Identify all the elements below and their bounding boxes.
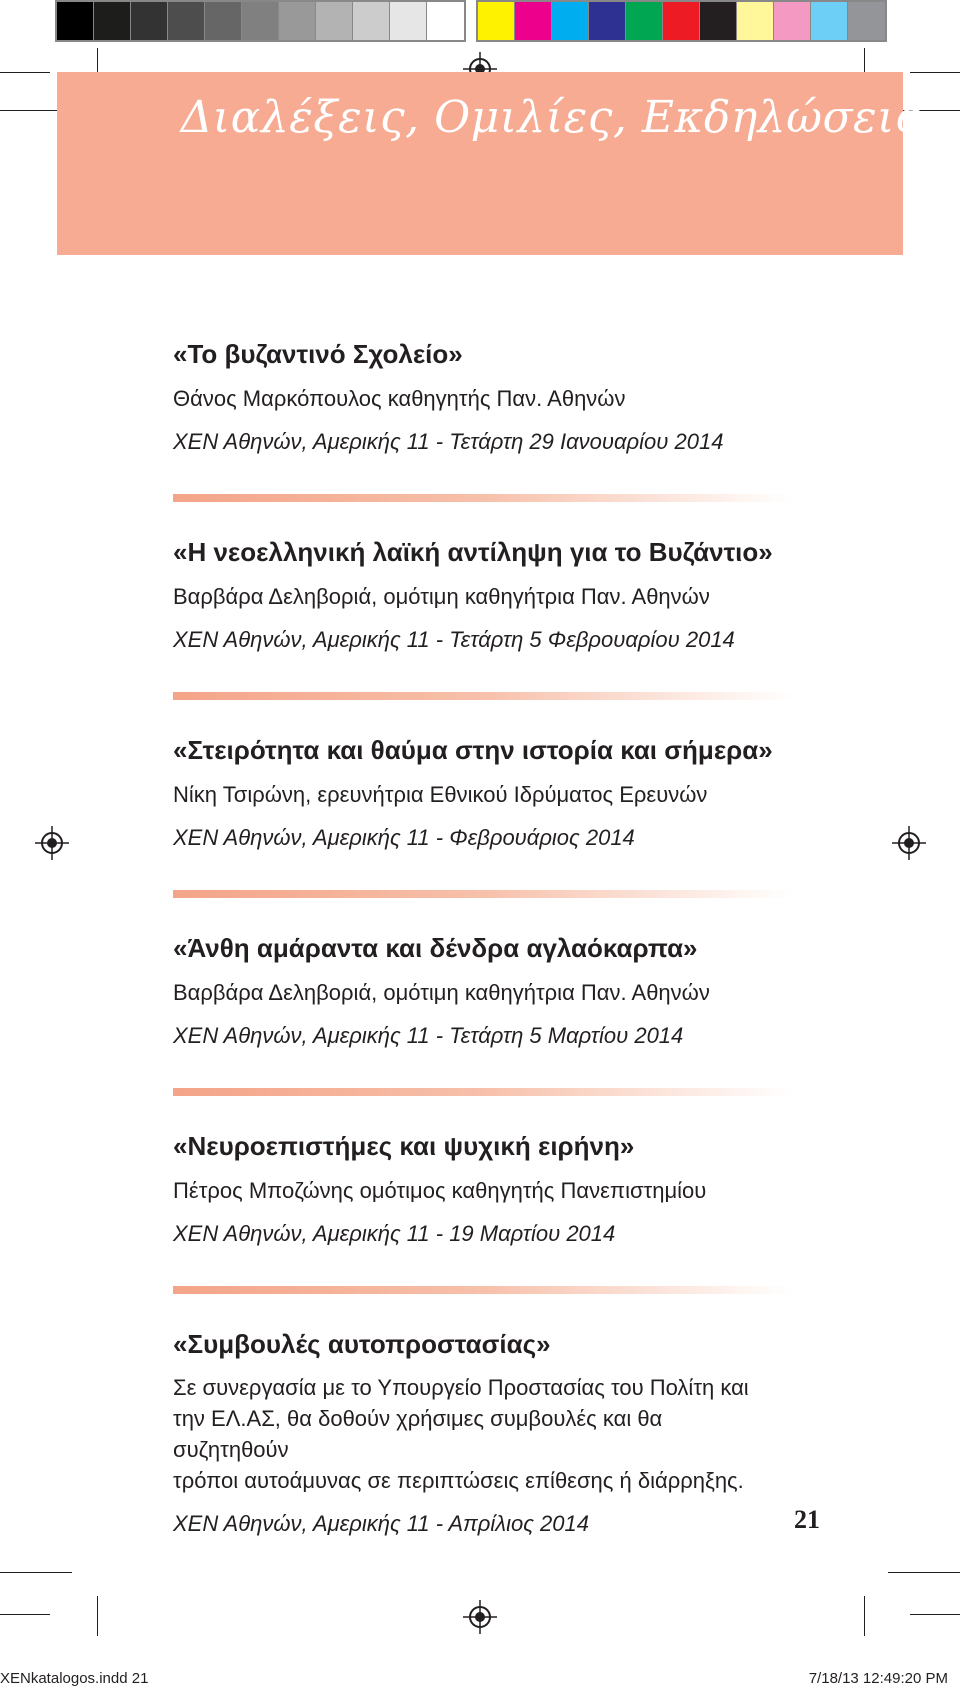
registration-mark-icon <box>35 826 69 860</box>
event-title: «Συμβουλές αυτοπροστασίας» <box>173 1329 551 1359</box>
event-venue-date: ΧΕΝ Αθηνών, Αμερικής 11 - 19 Μαρτίου 2014 <box>173 1221 616 1246</box>
registration-mark-icon <box>463 1600 497 1634</box>
event-item <box>173 1122 793 1256</box>
crop-mark <box>0 1572 72 1573</box>
gray-swatch <box>427 2 464 40</box>
event-item <box>173 528 793 662</box>
description-line: Σε συνεργασία με το Υπουργείο Προστασίας του Πολίτη και <box>173 1375 749 1400</box>
gray-swatch <box>205 2 242 40</box>
gray-swatch <box>168 2 205 40</box>
event-title: «Άνθη αμάραντα και δένδρα αγλαόκαρπα» <box>173 933 698 963</box>
crop-mark <box>888 1572 960 1573</box>
page-number: 21 <box>794 1505 820 1534</box>
color-swatch <box>774 2 811 40</box>
event-item <box>173 1320 793 1546</box>
divider <box>173 890 793 898</box>
gray-swatch <box>353 2 390 40</box>
event-venue-date: ΧΕΝ Αθηνών, Αμερικής 11 - Τετάρτη 5 Φεβρουαρίου 2014 <box>173 627 735 652</box>
registration-mark-icon <box>892 826 926 860</box>
gray-swatch <box>131 2 168 40</box>
color-swatch <box>737 2 774 40</box>
crop-mark <box>0 72 50 73</box>
gray-swatch <box>279 2 316 40</box>
description-line: τρόποι αυτοάμυνας σε περιπτώσεις επίθεσης ή διάρρηξης. <box>173 1468 744 1493</box>
color-swatch <box>811 2 848 40</box>
divider <box>173 692 793 700</box>
event-speaker: Βαρβάρα Δεληβοριά, ομότιμη καθηγήτρια Παν. Αθηνών <box>173 980 710 1005</box>
event-speaker: Θάνος Μαρκόπουλος καθηγητής Παν. Αθηνών <box>173 386 626 411</box>
event-speaker: Βαρβάρα Δεληβοριά, ομότιμη καθηγήτρια Παν. Αθηνών <box>173 584 710 609</box>
gray-swatch <box>390 2 427 40</box>
gray-swatch <box>242 2 279 40</box>
crop-mark <box>910 72 960 73</box>
color-swatch <box>663 2 700 40</box>
event-speaker: Νίκη Τσιρώνη, ερευνήτρια Εθνικού Ιδρύματος Ερευνών <box>173 782 708 807</box>
color-swatch-group <box>476 0 887 42</box>
color-swatch <box>478 2 515 40</box>
crop-mark <box>864 1596 865 1636</box>
divider <box>173 1286 793 1294</box>
event-title: «Νευροεπιστήμες και ψυχική ειρήνη» <box>173 1131 635 1161</box>
event-description <box>173 1368 763 1496</box>
divider <box>173 1088 793 1096</box>
print-slug-timestamp: 7/18/13 12:49:20 PM <box>808 1670 948 1687</box>
divider <box>173 494 793 502</box>
event-item <box>173 924 793 1058</box>
page-title: Διαλέξεις, Ομιλίες, Εκδηλώσεις <box>180 92 920 143</box>
gray-swatch <box>94 2 131 40</box>
print-slug-file: XENkatalogos.indd 21 <box>0 1670 149 1687</box>
gray-swatch <box>316 2 353 40</box>
color-swatch <box>515 2 552 40</box>
event-venue-date: ΧΕΝ Αθηνών, Αμερικής 11 - Απρίλιος 2014 <box>173 1511 589 1536</box>
crop-mark <box>97 1596 98 1636</box>
crop-mark <box>0 1614 50 1615</box>
grayscale-swatch-group <box>55 0 466 42</box>
gray-swatch <box>57 2 94 40</box>
event-speaker: Πέτρος Μποζώνης ομότιμος καθηγητής Πανεπιστημίου <box>173 1178 707 1203</box>
event-item <box>173 726 793 860</box>
event-title: «Το βυζαντινό Σχολείο» <box>173 339 463 369</box>
color-swatch <box>552 2 589 40</box>
color-calibration-bar <box>55 0 905 42</box>
description-line: την ΕΛ.ΑΣ, θα δοθούν χρήσιμες συμβουλές και θα συζητηθούν <box>173 1406 663 1462</box>
event-title: «Η νεοελληνική λαϊκή αντίληψη για το Βυζάντιο» <box>173 537 773 567</box>
event-venue-date: ΧΕΝ Αθηνών, Αμερικής 11 - Τετάρτη 29 Ιανουαρίου 2014 <box>173 429 724 454</box>
event-item <box>173 330 793 464</box>
event-venue-date: ΧΕΝ Αθηνών, Αμερικής 11 - Τετάρτη 5 Μαρτίου 2014 <box>173 1023 684 1048</box>
event-title: «Στειρότητα και θαύμα στην ιστορία και σήμερα» <box>173 735 773 765</box>
event-venue-date: ΧΕΝ Αθηνών, Αμερικής 11 - Φεβρουάριος 2014 <box>173 825 635 850</box>
color-swatch <box>848 2 885 40</box>
color-swatch <box>589 2 626 40</box>
crop-mark <box>910 1614 960 1615</box>
color-swatch <box>626 2 663 40</box>
events-list <box>173 330 793 1546</box>
color-swatch <box>700 2 737 40</box>
